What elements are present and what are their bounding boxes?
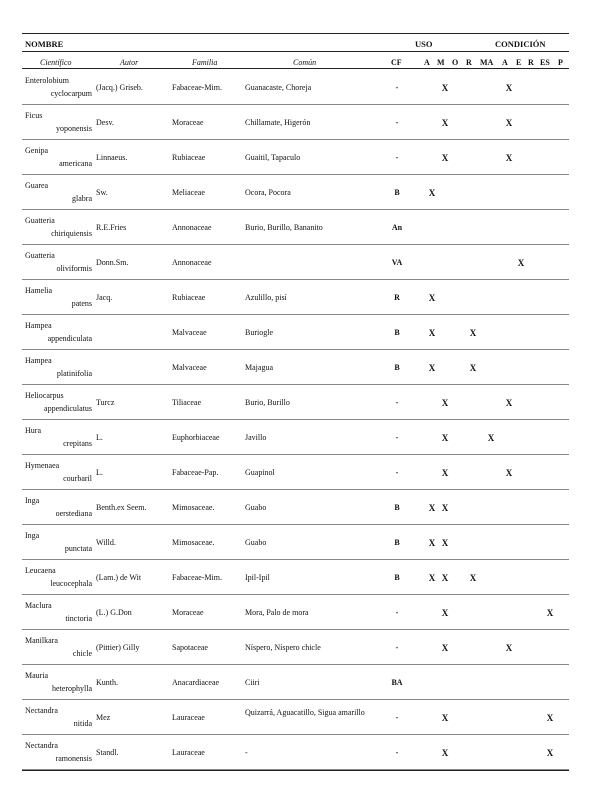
cf-cell: BA: [391, 678, 403, 687]
family-cell: Lauraceae: [172, 748, 205, 757]
x-mark: X: [428, 293, 436, 303]
x-mark: X: [428, 188, 436, 198]
genus-cell: Nectandra: [25, 706, 58, 715]
genus-cell: Inga: [25, 496, 40, 505]
common-name-cell: Guabo: [245, 538, 267, 547]
author-cell: Desv.: [96, 118, 114, 127]
author-cell: Standl.: [96, 748, 119, 757]
species-cell: yoponensis: [56, 124, 92, 133]
common-name-cell: Ocora, Pocora: [245, 188, 291, 197]
common-name-cell: Guapinol: [245, 468, 275, 477]
common-name-cell: Chillamate, Higerón: [245, 118, 311, 127]
x-mark: X: [505, 153, 513, 163]
x-mark: X: [441, 468, 449, 478]
table-row: [22, 490, 569, 525]
genus-cell: Guatteria: [25, 251, 55, 260]
top-rule: [22, 33, 569, 34]
table-row: [22, 385, 569, 420]
cf-cell: B: [394, 188, 400, 197]
family-cell: Tiliaceae: [172, 398, 202, 407]
table-row: [22, 315, 569, 350]
author-cell: R.E.Fries: [96, 223, 127, 232]
species-cell: appendiculata: [47, 334, 92, 343]
header-uso: USO: [415, 39, 433, 49]
family-cell: Rubiaceae: [172, 153, 206, 162]
x-mark: X: [428, 503, 436, 513]
family-cell: Malvaceae: [172, 363, 207, 372]
table-row: [22, 105, 569, 140]
family-cell: Euphorbiaceae: [172, 433, 220, 442]
author-cell: Donn.Sm.: [96, 258, 129, 267]
header-nombre: NOMBRE: [25, 39, 64, 49]
genus-cell: Leucaena: [25, 566, 56, 575]
x-mark: X: [505, 468, 513, 478]
col-cond-r: R: [528, 58, 534, 67]
author-cell: Turcz: [96, 398, 115, 407]
author-cell: (L.) G.Don: [96, 608, 132, 617]
common-name-cell: Ipil-Ipil: [245, 573, 270, 582]
family-cell: Mimosaceae.: [172, 538, 215, 547]
genus-cell: Ficus: [25, 111, 43, 120]
col-cond-p: P: [558, 58, 563, 67]
x-mark: X: [517, 258, 525, 268]
table-row: [22, 630, 569, 665]
species-cell: oerstediana: [55, 509, 92, 518]
family-cell: Annonaceae: [172, 258, 212, 267]
cf-cell: B: [394, 328, 400, 337]
species-cell: tinctoria: [65, 614, 92, 623]
x-mark: X: [441, 398, 449, 408]
common-name-cell: Quizarrá, Aguacatillo, Sigua amarillo: [245, 708, 365, 717]
author-cell: Linnaeus.: [96, 153, 128, 162]
species-cell: ramonensis: [55, 754, 92, 763]
x-mark: X: [469, 573, 477, 583]
x-mark: X: [441, 503, 449, 513]
cf-cell: -: [395, 118, 399, 127]
genus-cell: Manilkara: [25, 636, 58, 645]
col-uso-a: A: [424, 58, 430, 67]
col-cond-a: A: [502, 58, 508, 67]
species-cell: glabra: [72, 194, 92, 203]
cf-cell: R: [394, 293, 400, 302]
x-mark: X: [441, 83, 449, 93]
x-mark: X: [428, 573, 436, 583]
cf-cell: An: [391, 223, 403, 232]
x-mark: X: [546, 713, 554, 723]
table-row: [22, 210, 569, 245]
common-name-cell: Majagua: [245, 363, 273, 372]
table-row: [22, 350, 569, 385]
author-cell: Willd.: [96, 538, 116, 547]
x-mark: X: [546, 608, 554, 618]
genus-cell: Mauria: [25, 671, 49, 680]
species-cell: heterophylla: [52, 684, 92, 693]
species-cell: platinifolia: [56, 369, 92, 378]
col-uso-o: O: [452, 58, 459, 67]
col-uso-m: M: [437, 58, 445, 67]
col-cond-es: ES: [540, 58, 550, 67]
x-mark: X: [469, 363, 477, 373]
col-cf: CF: [391, 58, 402, 67]
x-mark: X: [505, 398, 513, 408]
genus-cell: Hampea: [25, 356, 52, 365]
common-name-cell: Burio, Burillo, Bananito: [245, 223, 323, 232]
header-condicion: CONDICIÓN: [495, 39, 546, 49]
x-mark: X: [441, 433, 449, 443]
table-row: [22, 175, 569, 210]
family-cell: Moraceae: [172, 118, 204, 127]
common-name-cell: Guanacaste, Choreja: [245, 83, 312, 92]
author-cell: Mez: [96, 713, 111, 722]
family-cell: Sapotaceae: [172, 643, 208, 652]
genus-cell: Nectandra: [25, 741, 58, 750]
species-cell: cyclocarpum: [50, 89, 92, 98]
species-cell: patens: [71, 299, 92, 308]
table-row: [22, 595, 569, 630]
genus-cell: Maclura: [25, 601, 52, 610]
x-mark: X: [441, 608, 449, 618]
table-row: [22, 665, 569, 700]
table-row: [22, 420, 569, 455]
col-cientifico: Científico: [40, 58, 72, 67]
genus-cell: Guatteria: [25, 216, 55, 225]
genus-cell: Hymenaea: [25, 461, 60, 470]
genus-cell: Guarea: [25, 181, 49, 190]
x-mark: X: [428, 328, 436, 338]
species-cell: appendiculatus: [44, 404, 92, 413]
header-bottom-rule: [22, 68, 569, 69]
cf-cell: -: [395, 153, 399, 162]
col-uso-r: R: [466, 58, 472, 67]
cf-cell: -: [395, 748, 399, 757]
family-cell: Anacardiaceae: [172, 678, 220, 687]
common-name-cell: Ciiri: [245, 678, 260, 687]
x-mark: X: [505, 83, 513, 93]
cf-cell: B: [394, 538, 400, 547]
col-autor: Autor: [120, 58, 139, 67]
table-row: [22, 70, 569, 105]
common-name-cell: Guabo: [245, 503, 267, 512]
family-cell: Fabaceae-Mim.: [172, 83, 222, 92]
cf-cell: -: [395, 398, 399, 407]
x-mark: X: [441, 573, 449, 583]
x-mark: X: [441, 748, 449, 758]
col-cond-e: E: [516, 58, 522, 67]
genus-cell: Hamelia: [25, 286, 53, 295]
x-mark: X: [505, 118, 513, 128]
cf-cell: -: [395, 713, 399, 722]
x-mark: X: [428, 363, 436, 373]
common-name-cell: Mora, Palo de mora: [245, 608, 309, 617]
x-mark: X: [428, 538, 436, 548]
author-cell: Jacq.: [96, 293, 113, 302]
family-cell: Moraceae: [172, 608, 204, 617]
header-mid-rule: [22, 51, 569, 52]
species-cell: chicle: [72, 649, 92, 658]
table-row: [22, 280, 569, 315]
species-cell: courbaril: [63, 474, 92, 483]
cf-cell: -: [395, 433, 399, 442]
table-row: [22, 245, 569, 280]
species-cell: leucocephala: [50, 579, 92, 588]
cf-cell: B: [394, 363, 400, 372]
x-mark: X: [441, 118, 449, 128]
genus-cell: Inga: [25, 531, 40, 540]
x-mark: X: [441, 643, 449, 653]
author-cell: (Jacq.) Griseb.: [96, 83, 143, 92]
common-name-cell: Níspero, Níspero chicle: [245, 643, 321, 652]
table-row: [22, 560, 569, 595]
cf-cell: B: [394, 503, 400, 512]
author-cell: L.: [96, 468, 103, 477]
species-cell: chiriquiensis: [51, 229, 92, 238]
table-row: [22, 735, 569, 770]
x-mark: X: [505, 643, 513, 653]
x-mark: X: [469, 328, 477, 338]
cf-cell: VA: [391, 258, 403, 267]
species-cell: punctata: [64, 544, 92, 553]
x-mark: X: [441, 538, 449, 548]
col-comun: Común: [293, 58, 317, 67]
family-cell: Lauraceae: [172, 713, 205, 722]
table-row: [22, 700, 569, 735]
cf-cell: -: [395, 643, 399, 652]
author-cell: (Lam.) de Wit: [96, 573, 142, 582]
x-mark: X: [441, 153, 449, 163]
cf-cell: -: [395, 608, 399, 617]
col-cond-ma: MA: [480, 58, 494, 67]
species-cell: americana: [59, 159, 92, 168]
genus-cell: Heliocarpus: [25, 391, 64, 400]
author-cell: Kunth.: [96, 678, 118, 687]
genus-cell: Enterolobium: [25, 76, 69, 85]
genus-cell: Hura: [25, 426, 41, 435]
family-cell: Fabaceae-Pap.: [172, 468, 219, 477]
common-name-cell: Javillo: [245, 433, 267, 442]
author-cell: (Pittier) Gilly: [96, 643, 140, 652]
author-cell: L.: [96, 433, 103, 442]
family-cell: Meliaceae: [172, 188, 205, 197]
family-cell: Annonaceae: [172, 223, 212, 232]
x-mark: X: [487, 433, 495, 443]
family-cell: Mimosaceae.: [172, 503, 215, 512]
family-cell: Rubiaceae: [172, 293, 206, 302]
table-row: [22, 455, 569, 490]
col-familia: Familia: [192, 58, 218, 67]
species-cell: nitida: [73, 719, 92, 728]
family-cell: Fabaceae-Mim.: [172, 573, 222, 582]
genus-cell: Genipa: [25, 146, 49, 155]
common-name-cell: Buriogle: [245, 328, 273, 337]
author-cell: Benth.ex Seem.: [96, 503, 147, 512]
species-cell: crepitans: [63, 439, 92, 448]
genus-cell: Hampea: [25, 321, 52, 330]
author-cell: Sw.: [96, 188, 108, 197]
table-row: [22, 525, 569, 560]
common-name-cell: Guaitil, Tapaculo: [245, 153, 301, 162]
cf-cell: -: [395, 468, 399, 477]
x-mark: X: [441, 713, 449, 723]
table-row: [22, 140, 569, 175]
common-name-cell: Azulillo, pisí: [245, 293, 287, 302]
bottom-rule: [22, 770, 569, 771]
cf-cell: B: [394, 573, 400, 582]
cf-cell: -: [395, 83, 399, 92]
family-cell: Malvaceae: [172, 328, 207, 337]
common-name-cell: Burio, Burillo: [245, 398, 290, 407]
species-cell: oliviformis: [56, 264, 92, 273]
common-name-cell: -: [245, 748, 248, 757]
x-mark: X: [546, 748, 554, 758]
